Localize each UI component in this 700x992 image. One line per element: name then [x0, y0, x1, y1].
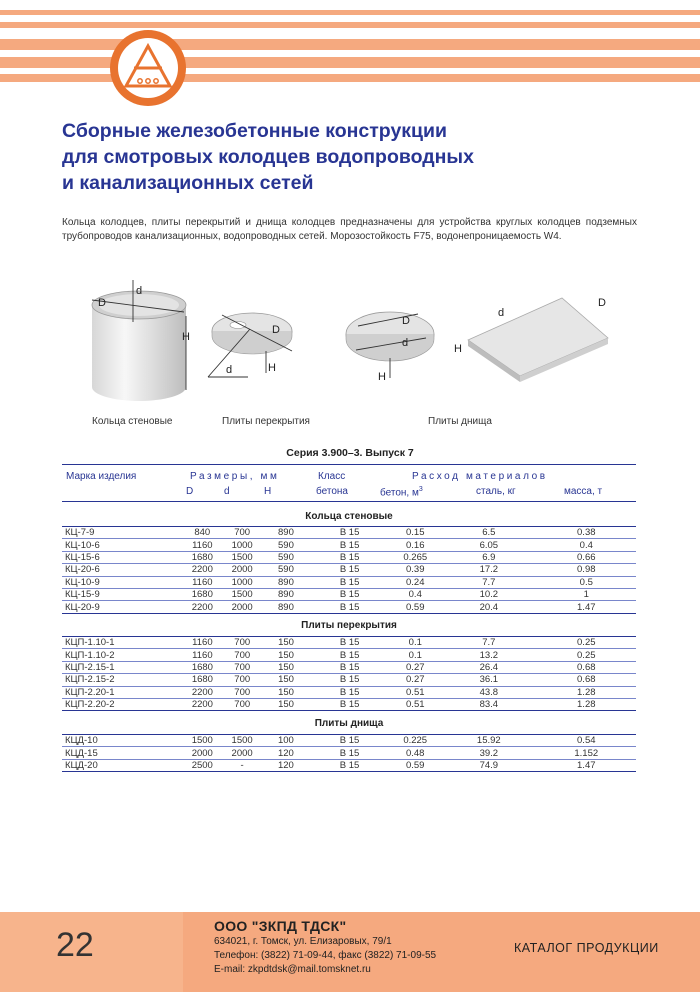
table-cell: КЦ-7-9	[62, 527, 182, 539]
table-cell: 2200	[182, 698, 222, 710]
table-cell: 0.68	[537, 661, 636, 673]
data-table	[62, 526, 636, 614]
table-cell: 6.05	[441, 539, 536, 551]
dim-label: D	[98, 297, 106, 309]
table-cell: 590	[262, 539, 310, 551]
table-cell: 7.7	[441, 576, 536, 588]
col-header-sizes: Размеры, мм	[190, 471, 280, 482]
table-cell: 840	[182, 527, 222, 539]
table-row	[62, 698, 636, 710]
table-cell: 700	[222, 649, 262, 661]
table-cell: 1680	[182, 661, 222, 673]
table-row	[62, 674, 636, 686]
table-cell: 150	[262, 649, 310, 661]
table-cell: 74.9	[441, 759, 536, 771]
table-cell: КЦ-10-6	[62, 539, 182, 551]
table-row	[62, 564, 636, 576]
table-cell: 0.27	[389, 674, 441, 686]
dim-label: H	[268, 362, 276, 374]
table-cell: 39.2	[441, 747, 536, 759]
table-cell: 1160	[182, 576, 222, 588]
table-cell: 0.25	[537, 637, 636, 649]
table-cell: 1500	[222, 735, 262, 747]
table-cell: 0.59	[389, 759, 441, 771]
table-cell: 20.4	[441, 601, 536, 613]
table-cell: КЦП-2.15-2	[62, 674, 182, 686]
header-stripe	[0, 22, 700, 28]
table-cell: 1.47	[537, 601, 636, 613]
table-cell: 590	[262, 551, 310, 563]
cover-caption: Плиты перекрытия	[222, 416, 310, 427]
table-cell: В 15	[310, 747, 390, 759]
table-row	[62, 759, 636, 771]
table-cell: 0.1	[389, 637, 441, 649]
table-cell: 120	[262, 759, 310, 771]
dim-label: H	[454, 343, 462, 355]
table-row	[62, 576, 636, 588]
table-cell: В 15	[310, 759, 390, 771]
header-stripe	[0, 57, 700, 68]
table-cell: 2000	[222, 747, 262, 759]
table-row	[62, 527, 636, 539]
table-cell: 17.2	[441, 564, 536, 576]
table-cell: 1160	[182, 649, 222, 661]
table-cell: 13.2	[441, 649, 536, 661]
table-cell: 43.8	[441, 686, 536, 698]
bottom-slab-round-illustration	[340, 300, 450, 385]
table-cell: 1.152	[537, 747, 636, 759]
table-cell: В 15	[310, 649, 390, 661]
table-cell: 100	[262, 735, 310, 747]
table-cell: 120	[262, 747, 310, 759]
table-cell: 0.4	[537, 539, 636, 551]
dim-label: D	[598, 297, 606, 309]
table-cell: В 15	[310, 551, 390, 563]
table-cell: 700	[222, 661, 262, 673]
header-stripe	[0, 74, 700, 82]
table-cell: КЦП-2.20-1	[62, 686, 182, 698]
table-cell: В 15	[310, 527, 390, 539]
table-cell: 700	[222, 637, 262, 649]
table-cell: В 15	[310, 661, 390, 673]
table-cell: КЦП-2.20-2	[62, 698, 182, 710]
table-cell: 0.25	[537, 649, 636, 661]
company-address: 634021, г. Томск, ул. Елизаровых, 79/1	[214, 936, 392, 947]
table-cell: КЦД-20	[62, 759, 182, 771]
table-cell: 36.1	[441, 674, 536, 686]
table-cell: 0.39	[389, 564, 441, 576]
data-table	[62, 734, 636, 772]
table-cell: 1160	[182, 539, 222, 551]
table-cell: 0.5	[537, 576, 636, 588]
table-cell: 150	[262, 661, 310, 673]
table-cell: 1500	[222, 551, 262, 563]
table-cell: В 15	[310, 686, 390, 698]
table-cell: 2500	[182, 759, 222, 771]
table-cell: 890	[262, 576, 310, 588]
table-cell: КЦ-20-9	[62, 601, 182, 613]
table-cell: 2000	[222, 564, 262, 576]
table-cell: 1160	[182, 637, 222, 649]
table-row	[62, 735, 636, 747]
table-cell: 1000	[222, 539, 262, 551]
table-cell: 2200	[182, 601, 222, 613]
section-title: Кольца стеновые	[305, 511, 393, 522]
table-cell: 1000	[222, 576, 262, 588]
dim-label: H	[378, 371, 386, 383]
table-cell: 0.51	[389, 686, 441, 698]
table-cell: 150	[262, 674, 310, 686]
table-cell: 0.38	[537, 527, 636, 539]
table-cell: 0.48	[389, 747, 441, 759]
table-cell: 700	[222, 527, 262, 539]
table-row	[62, 637, 636, 649]
table-cell: 150	[262, 686, 310, 698]
page-number: 22	[56, 926, 94, 964]
table-cell: В 15	[310, 735, 390, 747]
table-cell: 0.66	[537, 551, 636, 563]
table-row	[62, 661, 636, 673]
dim-label: d	[226, 364, 233, 376]
col-header-d: d	[224, 486, 230, 497]
table-cell: 7.7	[441, 637, 536, 649]
cover-slab-illustration	[200, 295, 310, 385]
table-row	[62, 747, 636, 759]
table-cell: 890	[262, 527, 310, 539]
col-header-H: H	[264, 486, 272, 497]
table-cell: 15.92	[441, 735, 536, 747]
col-header-consumption: Расход материалов	[412, 471, 548, 482]
ring-caption: Кольца стеновые	[92, 416, 173, 427]
data-table	[62, 636, 636, 711]
section-title: Плиты перекрытия	[301, 620, 397, 631]
table-row	[62, 686, 636, 698]
table-cell: КЦД-15	[62, 747, 182, 759]
table-cell: 0.225	[389, 735, 441, 747]
title-line: Сборные железобетонные конструкции	[62, 120, 448, 142]
table-row	[62, 588, 636, 600]
table-cell: КЦ-15-9	[62, 588, 182, 600]
table-cell: 700	[222, 686, 262, 698]
title-line: и канализационных сетей	[62, 172, 314, 194]
table-cell: 0.1	[389, 649, 441, 661]
col-header-mass: масса, т	[564, 486, 603, 497]
table-cell: В 15	[310, 601, 390, 613]
company-email: E-mail: zkpdtdsk@mail.tomsknet.ru	[214, 964, 371, 975]
dim-label: D	[272, 324, 280, 336]
company-name: ООО "ЗКПД ТДСК"	[214, 918, 347, 934]
col-header-class: Класс	[318, 471, 346, 482]
table-header-rule	[62, 464, 636, 465]
ring-illustration	[80, 272, 200, 407]
header-band	[0, 0, 700, 82]
table-cell: 0.4	[389, 588, 441, 600]
table-cell: В 15	[310, 698, 390, 710]
table-cell: КЦ-20-6	[62, 564, 182, 576]
table-cell: 1680	[182, 674, 222, 686]
table-cell: 0.54	[537, 735, 636, 747]
table-cell: 6.5	[441, 527, 536, 539]
section-title: Плиты днища	[314, 718, 384, 729]
table-cell: 0.16	[389, 539, 441, 551]
dim-label: H	[182, 331, 190, 343]
table-cell: 1	[537, 588, 636, 600]
table-cell: В 15	[310, 588, 390, 600]
table-cell: 83.4	[441, 698, 536, 710]
header-stripe	[0, 10, 700, 15]
table-cell: КЦ-15-6	[62, 551, 182, 563]
table-cell: 150	[262, 637, 310, 649]
table-cell: 1680	[182, 588, 222, 600]
table-cell: КЦД-10	[62, 735, 182, 747]
table-cell: КЦП-1.10-1	[62, 637, 182, 649]
intro-paragraph: Кольца колодцев, плиты перекрытий и днища колодцев предназначены для устройства круглых колодцев подземных трубопроводов канализационных, водопроводных сетей. Морозостойкость F75, водонепроницаемость W4.	[62, 217, 637, 242]
table-cell: 10.2	[441, 588, 536, 600]
page-number-box	[0, 912, 183, 992]
table-cell: 700	[222, 674, 262, 686]
table-cell: 1.28	[537, 698, 636, 710]
table-header-rule	[62, 501, 636, 502]
series-title: Серия 3.900–3. Выпуск 7	[286, 447, 414, 459]
table-cell: В 15	[310, 576, 390, 588]
table-cell: 1.28	[537, 686, 636, 698]
col-header-steel: сталь, кг	[476, 486, 516, 497]
dim-label: d	[498, 307, 505, 319]
company-logo	[110, 30, 186, 106]
col-header-D: D	[186, 486, 194, 497]
table-cell: 590	[262, 564, 310, 576]
table-cell: 0.98	[537, 564, 636, 576]
table-cell: 2000	[222, 601, 262, 613]
table-cell: 2200	[182, 686, 222, 698]
page-title	[62, 118, 622, 196]
bottom-slab-rect-illustration	[450, 290, 620, 390]
bottom-caption: Плиты днища	[428, 416, 492, 427]
table-cell: 0.27	[389, 661, 441, 673]
table-cell: В 15	[310, 637, 390, 649]
table-cell: 1500	[222, 588, 262, 600]
table-cell: КЦ-10-9	[62, 576, 182, 588]
table-row	[62, 649, 636, 661]
table-cell: 0.15	[389, 527, 441, 539]
table-row	[62, 551, 636, 563]
table-cell: 2000	[182, 747, 222, 759]
table-row	[62, 601, 636, 613]
table-cell: 890	[262, 588, 310, 600]
table-cell: 0.59	[389, 601, 441, 613]
col-header-concrete: бетона	[316, 486, 348, 497]
table-cell: 6.9	[441, 551, 536, 563]
table-cell: 0.51	[389, 698, 441, 710]
table-cell: В 15	[310, 539, 390, 551]
dim-label: d	[136, 285, 143, 297]
table-cell: 1500	[182, 735, 222, 747]
table-cell: -	[222, 759, 262, 771]
table-cell: КЦП-2.15-1	[62, 661, 182, 673]
table-cell: В 15	[310, 564, 390, 576]
header-stripe	[0, 39, 700, 50]
col-header-mark: Марка изделия	[66, 471, 137, 482]
table-cell: 890	[262, 601, 310, 613]
col-header-concrete-m3: бетон, $м^3$	[380, 486, 423, 499]
table-cell: 2200	[182, 564, 222, 576]
table-cell: 26.4	[441, 661, 536, 673]
catalog-label: КАТАЛОГ ПРОДУКЦИИ	[514, 941, 659, 955]
table-cell: 0.68	[537, 674, 636, 686]
table-cell: В 15	[310, 674, 390, 686]
dim-label: d	[402, 337, 409, 349]
title-line: для смотровых колодцев водопроводных	[62, 146, 474, 168]
table-cell: 0.265	[389, 551, 441, 563]
concrete-m3-label: бетон, м	[380, 487, 419, 499]
table-cell: 700	[222, 698, 262, 710]
table-cell: КЦП-1.10-2	[62, 649, 182, 661]
table-cell: 0.24	[389, 576, 441, 588]
company-phone: Телефон: (3822) 71-09-44, факс (3822) 71-09-55	[214, 950, 437, 961]
table-cell: 150	[262, 698, 310, 710]
table-row	[62, 539, 636, 551]
table-cell: 1.47	[537, 759, 636, 771]
dim-label: D	[402, 315, 410, 327]
table-cell: 1680	[182, 551, 222, 563]
